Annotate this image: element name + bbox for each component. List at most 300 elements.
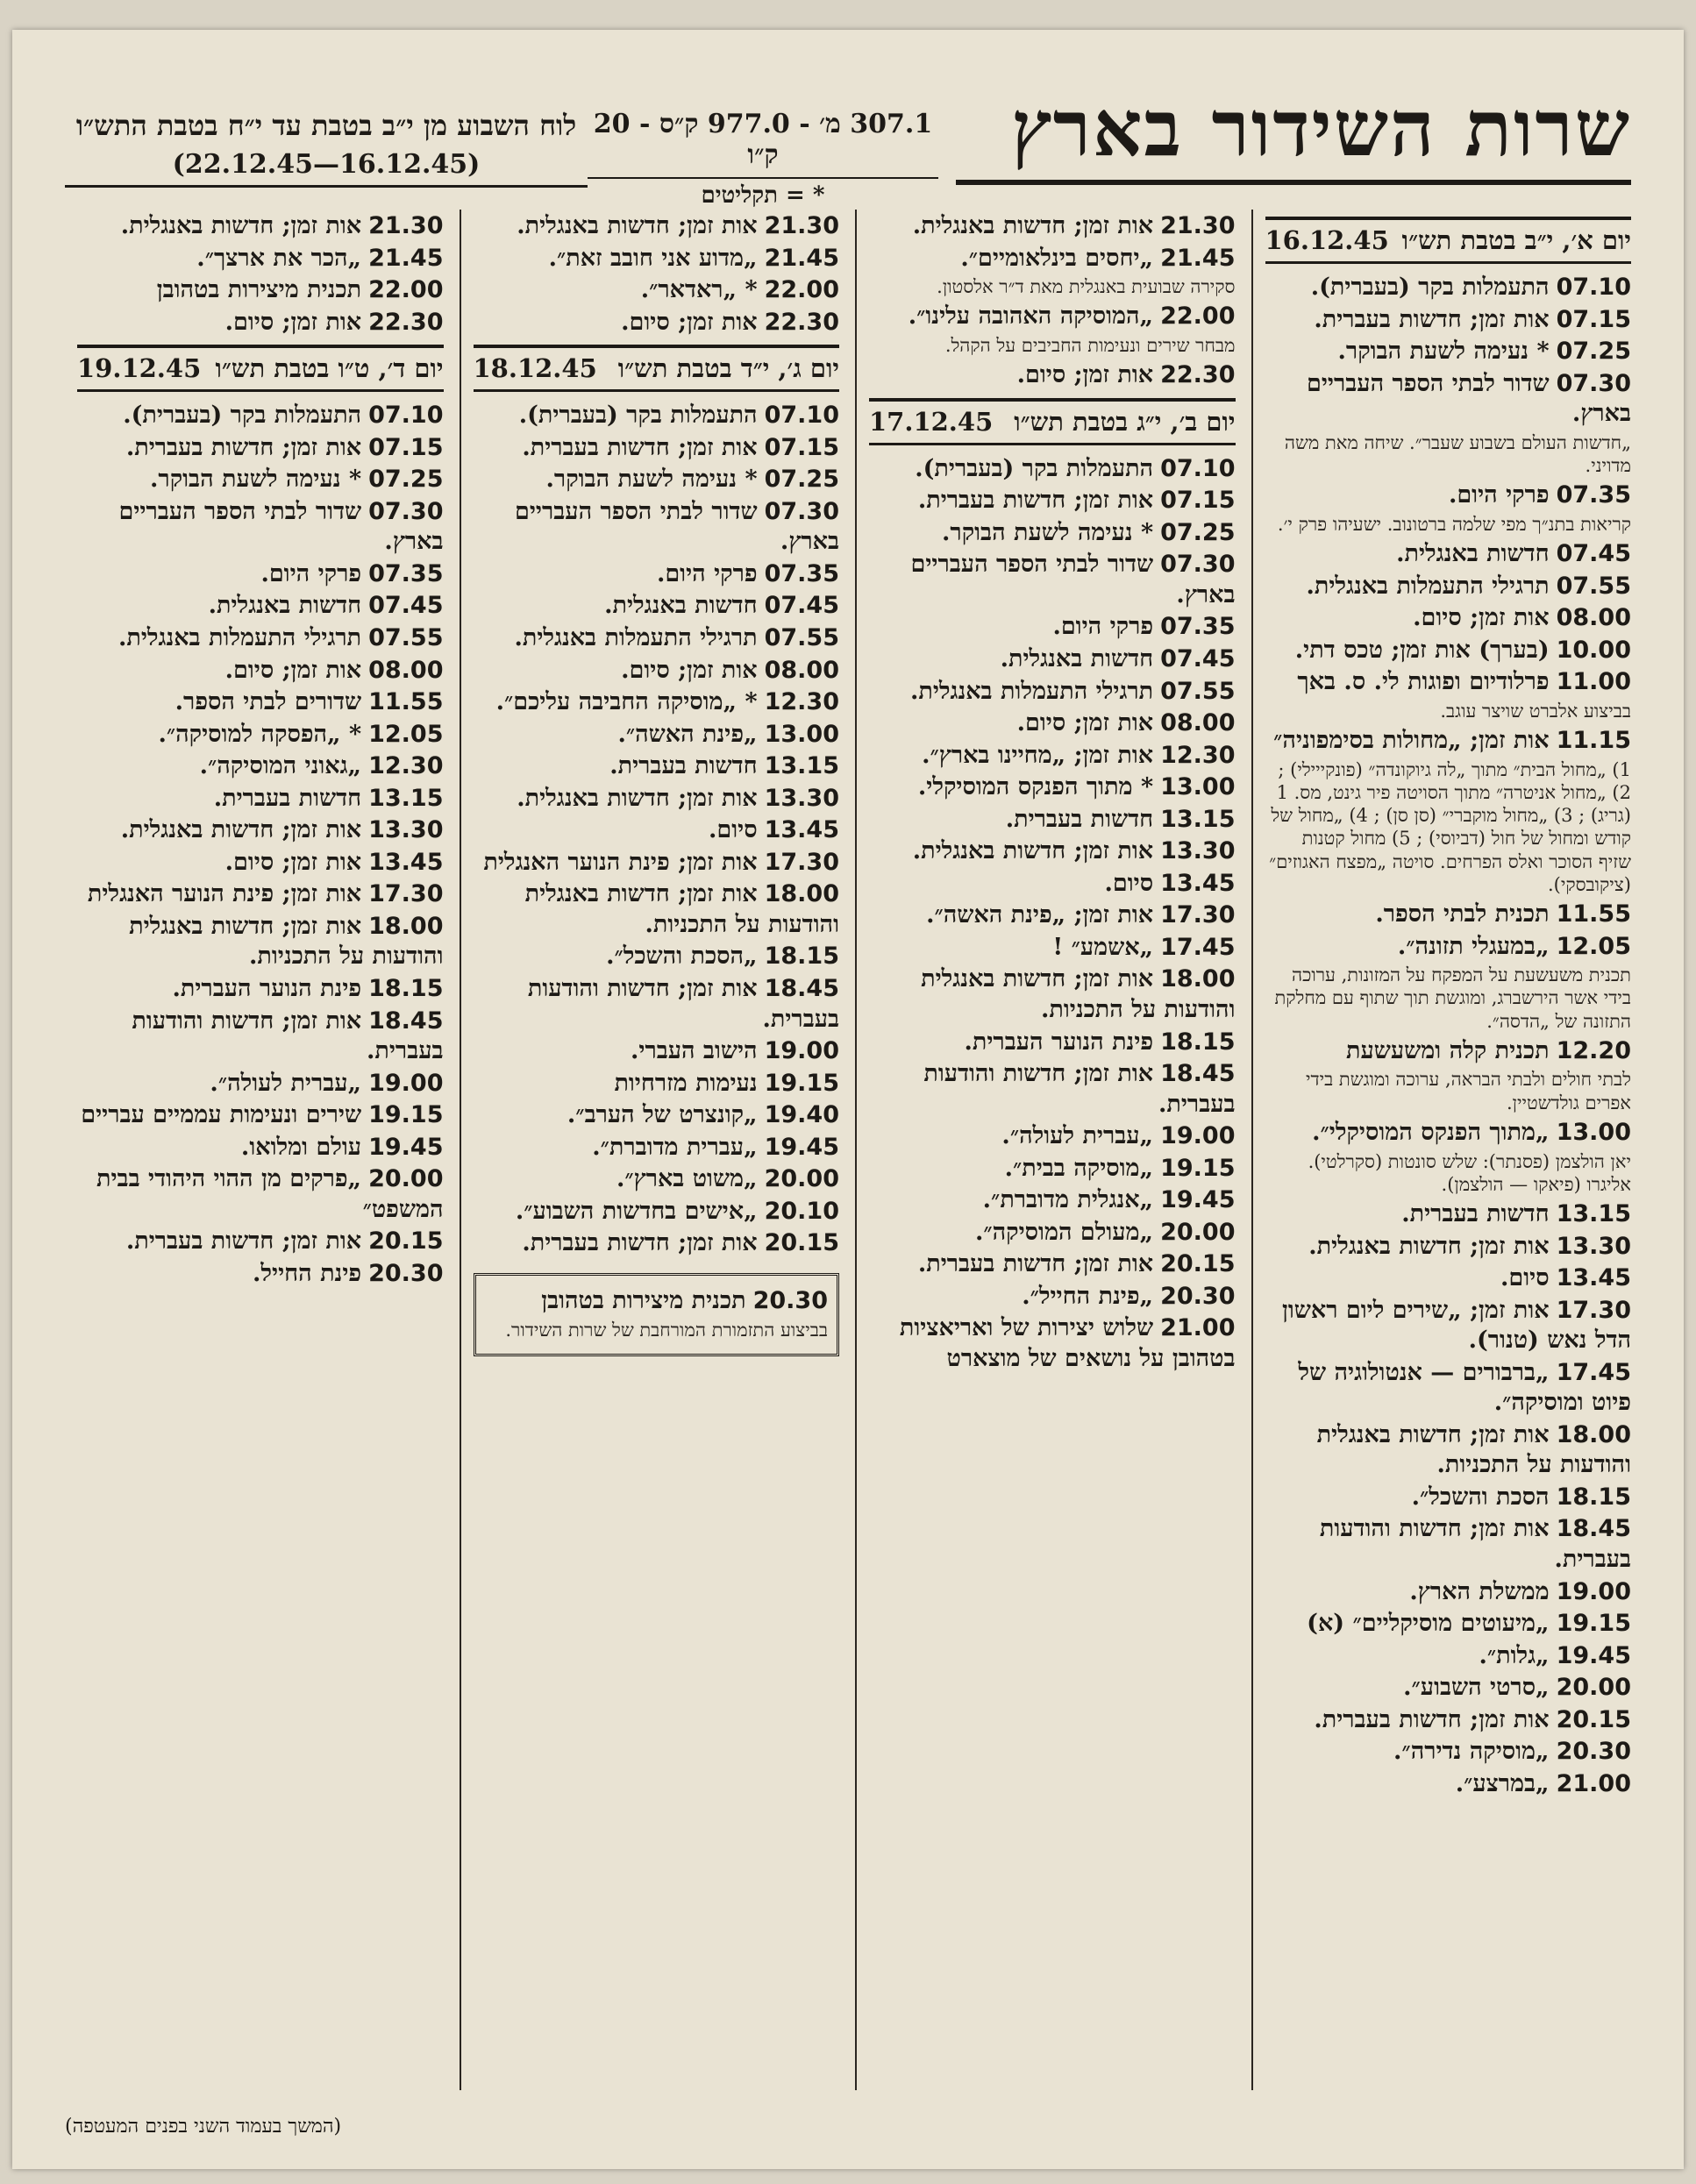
program-entry (1265, 1199, 1632, 1230)
program-entry (869, 612, 1236, 643)
program-title: אות זמן; חדשות באנגלית. (912, 837, 1154, 865)
program-entry (1265, 726, 1632, 757)
program-title: אות זמן; חדשות באנגלית. (517, 212, 758, 239)
program-time: 17.30 (1556, 1296, 1631, 1324)
program-time: 20.10 (764, 1197, 839, 1225)
program-entry (869, 1313, 1236, 1374)
program-title: אות זמן; חדשות בעברית. (917, 487, 1154, 515)
program-entry (474, 784, 840, 815)
program-entry (869, 360, 1236, 391)
program-time: 20.15 (1556, 1705, 1631, 1733)
program-entry (1265, 1769, 1632, 1800)
program-title: „סרטי השבוע״. (1403, 1674, 1550, 1702)
program-entry (474, 559, 840, 590)
program-entry (1265, 1420, 1632, 1481)
program-title: תרגילי התעמלות באנגלית. (118, 624, 362, 652)
program-entry (1265, 1514, 1632, 1575)
program-title: „אשמע״ ! (1052, 933, 1154, 961)
program-title: * מתוך הפנקס המוסיקלי. (917, 773, 1154, 801)
program-title: פרקי היום. (1052, 613, 1154, 641)
program-entry (77, 784, 444, 815)
program-time: 08.00 (368, 656, 444, 684)
program-time: 17.30 (764, 848, 839, 876)
program-title: חדשות בעברית. (213, 784, 362, 812)
program-time: 17.45 (1160, 933, 1236, 961)
program-time: 18.45 (1160, 1060, 1236, 1088)
program-time: 07.10 (1556, 274, 1631, 301)
program-entry (1265, 667, 1632, 698)
program-entry (869, 454, 1236, 485)
program-time: 13.00 (1556, 1118, 1631, 1146)
program-entry (77, 656, 444, 687)
program-title: סיום. (708, 816, 758, 844)
program-entry (869, 486, 1236, 516)
program-title: „המוסיקה האהובה עלינו״. (908, 302, 1154, 331)
program-title: תכנית מיצירות בטהובן (156, 276, 362, 304)
program-title: תרגילי התעמלות באנגלית. (909, 677, 1154, 705)
program-entry (474, 687, 840, 718)
program-time: 07.30 (1556, 369, 1631, 397)
program-entry (869, 1059, 1236, 1120)
program-time: 07.45 (764, 592, 839, 620)
program-entry (77, 1227, 444, 1257)
program-entry (869, 933, 1236, 964)
program-title: חדשות בעברית. (609, 752, 758, 780)
program-time: 13.30 (1556, 1232, 1631, 1260)
program-entry (77, 275, 444, 306)
frequency-line (588, 109, 938, 209)
program-time: 18.15 (368, 975, 444, 1003)
program-note: סקירה שבועית באנגלית מאת ד״ר אלסטון. (937, 276, 1236, 298)
program-time: 20.00 (368, 1165, 444, 1193)
program-title: אות זמן; „פינת האשה״. (926, 901, 1154, 929)
schedule-column (855, 210, 1236, 2090)
program-title: „עברית לעולה״. (210, 1069, 362, 1097)
program-entry (77, 687, 444, 718)
program-time: 19.45 (1556, 1641, 1631, 1669)
program-time: 08.00 (1556, 604, 1631, 632)
program-time: 07.15 (1556, 305, 1631, 333)
day-header (474, 345, 840, 392)
program-entry (474, 1133, 840, 1163)
program-entry (869, 1185, 1236, 1216)
program-entry (869, 302, 1236, 332)
frequency-text: 307.1 מ׳ - 977.0 ק״ס - 20 ק״ו (593, 109, 933, 170)
program-entry (474, 497, 840, 558)
program-entry (474, 308, 840, 338)
program-time: 12.05 (1556, 932, 1631, 960)
program-title: * נעימה לשעת הבוקר. (545, 466, 758, 494)
program-title: „פרקים מן ההוי היהודי בבית המשפט״ (96, 1165, 444, 1223)
program-title: תכנית קלה ומשעשעת (1346, 1036, 1550, 1064)
program-entry (869, 836, 1236, 867)
program-entry (869, 772, 1236, 803)
day-date: 18.12.45 (473, 353, 597, 384)
program-time: 20.30 (1160, 1282, 1236, 1310)
program-title: חדשות בעברית. (1401, 1200, 1550, 1227)
program-time: 22.00 (368, 276, 444, 304)
records-legend: * = תקליטים (588, 177, 938, 209)
program-entry (474, 1228, 840, 1259)
program-time: 12.05 (368, 720, 444, 748)
program-time: 22.00 (1160, 302, 1236, 331)
program-note: יאן הולצמן (פסנתר): שלש סונטות (סקרלטי). אליגרו (פיאקו — הולצמן). (1308, 1150, 1631, 1195)
program-entry (77, 1007, 444, 1067)
program-title: * „ראדאר״. (640, 276, 758, 304)
program-entry (1265, 1705, 1632, 1736)
program-time: 19.00 (1160, 1122, 1236, 1150)
program-time: 07.10 (368, 402, 444, 430)
program-time: 08.00 (1160, 709, 1236, 737)
schedule-columns (65, 210, 1631, 2090)
program-entry (869, 964, 1236, 1025)
program-title: „מוסיקה נדירה״. (1393, 1738, 1550, 1766)
program-time: 07.30 (368, 497, 444, 525)
program-entry (869, 805, 1236, 836)
program-title: אות זמן; פינת הנוער האנגלית (87, 880, 362, 908)
program-entry (1265, 1296, 1632, 1356)
program-title: „מוסיקה בבית״. (1004, 1154, 1154, 1182)
program-note: „חדשות העולם בשבוע שעבר״. שיחה מאת משה מדויני. (1284, 431, 1631, 476)
program-entry (869, 211, 1236, 242)
program-entry (1265, 273, 1632, 303)
program-title: „ברבורים — אנטולוגיה של פיוט ומוסיקה״. (1298, 1358, 1631, 1417)
program-time: 19.15 (368, 1101, 444, 1129)
program-title: פינת הנוער העברית. (964, 1028, 1154, 1056)
program-time: 18.00 (1160, 965, 1236, 993)
program-entry (1265, 1483, 1632, 1513)
program-time: 18.45 (368, 1007, 444, 1035)
program-title: „הכר את ארצך״. (196, 244, 362, 272)
program-time: 07.45 (1556, 540, 1631, 568)
program-time: 19.40 (764, 1101, 839, 1129)
program-entry (474, 815, 840, 846)
program-time: 07.55 (368, 624, 444, 652)
program-title: ממשלת הארץ. (1409, 1577, 1550, 1605)
program-title: אות זמן; „מחיינו בארץ״. (922, 741, 1154, 769)
program-time: 12.30 (368, 752, 444, 780)
program-title: אות זמן; חדשות והודעות בעברית. (923, 1060, 1236, 1118)
program-title: הסכת והשכל״. (1411, 1483, 1550, 1511)
program-time: 07.45 (1160, 644, 1236, 672)
program-time: 17.30 (368, 880, 444, 908)
program-entry (1265, 1358, 1632, 1419)
program-entry (474, 751, 840, 782)
program-entry (869, 900, 1236, 931)
program-time: 19.15 (1160, 1154, 1236, 1182)
program-note: בביצוע התזמורת המורחבת של שרות השידור. (505, 1319, 828, 1341)
program-title: „יחסים בינלאומיים״. (960, 244, 1154, 272)
program-title: סיום. (1104, 869, 1154, 897)
day-name: יום ג׳, י״ד בטבת תש״ו (617, 353, 839, 384)
program-title: אות זמן; חדשות בעברית. (125, 433, 362, 461)
program-time: 13.30 (764, 784, 839, 812)
program-title: אות זמן; חדשות בעברית. (1314, 305, 1550, 333)
program-title: פרקי היום. (656, 559, 758, 587)
program-time: 21.00 (1160, 1314, 1236, 1342)
program-entry (1265, 900, 1632, 930)
program-title: „מדוע אני חובב זאת״. (548, 244, 758, 272)
program-entry (474, 656, 840, 687)
program-time: 13.45 (1160, 869, 1236, 897)
boxed-program (474, 1273, 840, 1356)
program-title: „מעולם המוסיקה״. (974, 1218, 1154, 1246)
program-entry (77, 1164, 444, 1225)
program-time: 19.45 (368, 1133, 444, 1161)
program-entry (77, 244, 444, 274)
program-entry (77, 401, 444, 431)
program-time: 07.25 (1160, 518, 1236, 546)
program-entry (1265, 369, 1632, 430)
program-title: אות זמן; חדשות באנגלית. (1308, 1232, 1550, 1260)
program-title: אות זמן; „שירים ליום ראשון הדל נאש (טנור). (1282, 1296, 1631, 1355)
program-entry (869, 677, 1236, 708)
program-time: 07.55 (1160, 677, 1236, 705)
program-title: „אנגלית מדוברת״. (982, 1186, 1154, 1214)
program-title: „הסכת והשכל״. (606, 943, 758, 971)
program-note: בביצוע אלברט שויצר עוגב. (1440, 700, 1631, 722)
program-entry (869, 518, 1236, 549)
program-title: * נעימה לשעת הבוקר. (1337, 338, 1550, 366)
program-title: אות זמן; סיום. (621, 308, 758, 336)
program-entry (77, 211, 444, 242)
program-time: 21.00 (1556, 1769, 1631, 1797)
program-time: 07.25 (764, 466, 839, 494)
program-time: 19.00 (368, 1069, 444, 1097)
program-title: „פינת האשה״. (617, 720, 758, 748)
program-title: אות זמן; חדשות והודעות בעברית. (132, 1007, 444, 1065)
program-title: תכנית לבתי הספר. (1375, 900, 1550, 928)
program-title: * „הפסקה למוסיקה״. (158, 720, 362, 748)
program-entry (474, 942, 840, 972)
program-entry (1265, 1232, 1632, 1263)
program-entry (77, 912, 444, 972)
program-entry (474, 623, 840, 654)
program-time: 19.00 (764, 1037, 839, 1065)
program-entry (474, 591, 840, 622)
program-entry (474, 1100, 840, 1131)
program-time: 21.45 (368, 244, 444, 272)
program-title: תכנית מיצירות בטהובן (541, 1286, 746, 1314)
program-time: 07.35 (764, 559, 839, 587)
program-time: 18.00 (368, 912, 444, 940)
program-time: 07.30 (764, 497, 839, 525)
program-time: 19.00 (1556, 1577, 1631, 1605)
program-title: שירים ונעימות עממיים עבריים (81, 1101, 362, 1129)
program-entry (1265, 1577, 1632, 1608)
program-time: 18.15 (1160, 1028, 1236, 1056)
program-time: 20.30 (368, 1259, 444, 1287)
program-time: 11.55 (368, 688, 444, 716)
program-time: 07.15 (764, 433, 839, 461)
program-entry (869, 550, 1236, 610)
program-entry (474, 211, 840, 242)
program-title: שדור לבתי הספר העבריים בארץ. (910, 551, 1236, 608)
program-title: אות זמן; סיום. (621, 656, 758, 684)
program-title: אות זמן; חדשות בעברית. (917, 1250, 1154, 1278)
program-time: 18.15 (764, 943, 839, 971)
program-entry (1265, 305, 1632, 336)
program-title: חדשות באנגלית. (604, 592, 758, 620)
program-time: 07.55 (1556, 572, 1631, 600)
program-title: „עברית מדוברת״. (592, 1133, 758, 1161)
program-title: התעמלות בקר (בעברית). (915, 454, 1154, 482)
program-title: „פינת החייל״. (1022, 1282, 1154, 1310)
continued-note: (המשך בעמוד השני בפנים המעטפה) (65, 2116, 342, 2138)
program-title: (בערך) אות זמן; טכס דתי. (1294, 636, 1550, 664)
program-title: אות זמן; סיום. (224, 656, 362, 684)
program-time: 20.15 (368, 1227, 444, 1256)
program-title: שדורים לבתי הספר. (175, 688, 362, 716)
program-title: אות זמן; חדשות בעברית. (125, 1227, 362, 1256)
program-time: 22.30 (368, 308, 444, 336)
program-title: פרלודיום ופוגות לי. ס. באך (1297, 668, 1550, 696)
program-time: 19.15 (1556, 1610, 1631, 1638)
program-time: 17.45 (1556, 1358, 1631, 1386)
program-time: 18.15 (1556, 1483, 1631, 1511)
program-title: שדור לבתי הספר העבריים בארץ. (515, 497, 839, 556)
program-entry (77, 559, 444, 590)
program-title: חדשות בעברית. (1005, 805, 1154, 833)
program-entry (474, 848, 840, 879)
program-title: „מיעוטים מוסיקליים״ (א) (1307, 1610, 1550, 1638)
day-header (869, 398, 1236, 445)
program-entry (77, 848, 444, 879)
program-title: אות זמן; חדשות בעברית. (522, 1229, 758, 1257)
program-entry (77, 497, 444, 558)
program-title: אות זמן; חדשות בעברית. (522, 433, 758, 461)
program-title: אות זמן; חדשות והודעות בעברית. (1319, 1515, 1631, 1574)
program-title: עולם ומלואו. (240, 1133, 362, 1161)
program-time: 07.10 (1160, 454, 1236, 482)
program-entry (77, 308, 444, 338)
program-entry (1265, 337, 1632, 367)
program-time: 07.15 (1160, 487, 1236, 515)
program-time: 21.45 (1160, 244, 1236, 272)
program-entry (474, 401, 840, 431)
program-entry (869, 1218, 1236, 1249)
masthead (65, 82, 1631, 209)
program-entry (869, 741, 1236, 772)
program-entry (474, 244, 840, 274)
program-time: 13.45 (1556, 1264, 1631, 1292)
program-entry (77, 465, 444, 495)
program-time: 08.00 (764, 656, 839, 684)
program-time: 18.00 (764, 880, 839, 908)
program-time: 21.30 (764, 212, 839, 239)
program-title: פרקי היום. (260, 559, 362, 587)
program-entry (1265, 1673, 1632, 1704)
program-time: 13.45 (368, 848, 444, 876)
day-header (1265, 217, 1632, 264)
program-time: 10.00 (1556, 636, 1631, 664)
program-entry (77, 1259, 444, 1290)
program-time: 21.30 (368, 212, 444, 239)
program-entry (77, 751, 444, 782)
program-title: „קונצרט של הערב״. (567, 1101, 758, 1129)
program-title: אות זמן; פינת הנוער האנגלית (483, 848, 758, 876)
program-time: 19.45 (1160, 1186, 1236, 1214)
day-name: יום ב׳, י״ג בטבת תש״ו (1014, 406, 1236, 437)
program-time: 07.25 (1556, 338, 1631, 366)
program-time: 12.30 (764, 688, 839, 716)
program-time: 13.15 (368, 784, 444, 812)
program-entry (77, 1069, 444, 1099)
program-entry (869, 1154, 1236, 1184)
program-title: הישוב העברי. (630, 1037, 758, 1065)
day-date: 16.12.45 (1265, 225, 1389, 255)
program-title: אות זמן; חדשות בעברית. (1314, 1705, 1550, 1733)
program-time: 11.15 (1556, 727, 1631, 755)
program-time: 13.30 (1160, 837, 1236, 865)
program-time: 13.15 (1160, 805, 1236, 833)
program-title: שדור לבתי הספר העבריים בארץ. (118, 497, 444, 556)
program-title: אות זמן; חדשות באנגלית והודעות על התכניות. (921, 965, 1236, 1023)
program-entry (474, 1036, 840, 1067)
program-time: 21.45 (764, 244, 839, 272)
program-title: „אישים בחדשות השבוע״. (515, 1197, 758, 1225)
program-title: * „מוסיקה החביבה עליכם״. (495, 688, 758, 716)
program-title: שלוש יצירות של ואריאציות בטהובן על נושאים של מוצארט (899, 1314, 1236, 1372)
program-entry (77, 433, 444, 464)
program-time: 19.45 (764, 1133, 839, 1161)
schedule-column (460, 210, 840, 2090)
program-time: 07.35 (1556, 481, 1631, 509)
program-title: אות זמן; סיום. (1413, 604, 1550, 632)
program-entry (1265, 480, 1632, 511)
program-entry (869, 708, 1236, 739)
program-time: 12.30 (1160, 741, 1236, 769)
program-title: התעמלות בקר (בעברית). (518, 402, 758, 430)
program-title: תרגילי התעמלות באנגלית. (514, 624, 758, 652)
program-time: 20.00 (1160, 1218, 1236, 1246)
program-time: 18.45 (764, 975, 839, 1003)
program-entry (474, 433, 840, 464)
program-time: 07.25 (368, 466, 444, 494)
day-header (77, 345, 444, 392)
week-dates: (16.12.45—22.12.45) (65, 149, 588, 188)
program-time: 13.45 (764, 816, 839, 844)
program-entry (474, 1197, 840, 1227)
program-title: שדור לבתי הספר העבריים בארץ. (1307, 369, 1631, 428)
program-title: אות זמן; „מחולות בסימפוניה״ (1273, 727, 1550, 755)
program-entry (869, 1282, 1236, 1313)
program-time: 07.30 (1160, 551, 1236, 579)
program-entry (474, 275, 840, 306)
program-title: התעמלות בקר (בעברית). (123, 402, 362, 430)
program-time: 20.15 (764, 1229, 839, 1257)
program-title: * נעימה לשעת הבוקר. (150, 466, 362, 494)
program-entry (1265, 636, 1632, 666)
program-time: 07.10 (764, 402, 839, 430)
program-entry (1265, 572, 1632, 602)
program-time: 18.45 (1556, 1515, 1631, 1543)
program-title: אות זמן; חדשות באנגלית והודעות על התכניות. (129, 912, 444, 971)
program-entry (1265, 539, 1632, 570)
program-entry (869, 1249, 1236, 1280)
program-entry (77, 1133, 444, 1163)
program-time: 11.55 (1556, 900, 1631, 928)
program-title: תרגילי התעמלות באנגלית. (1306, 572, 1550, 600)
program-title: חדשות באנגלית. (208, 592, 362, 620)
program-time: 18.00 (1556, 1420, 1631, 1448)
program-entry (474, 1164, 840, 1195)
program-title: „במעגלי תזונה״. (1397, 932, 1550, 960)
program-title: אות זמן; חדשות והודעות בעברית. (527, 975, 839, 1033)
program-time: 17.30 (1160, 901, 1236, 929)
program-entry (77, 1100, 444, 1131)
program-title: „עברית לעולה״. (1001, 1122, 1154, 1150)
